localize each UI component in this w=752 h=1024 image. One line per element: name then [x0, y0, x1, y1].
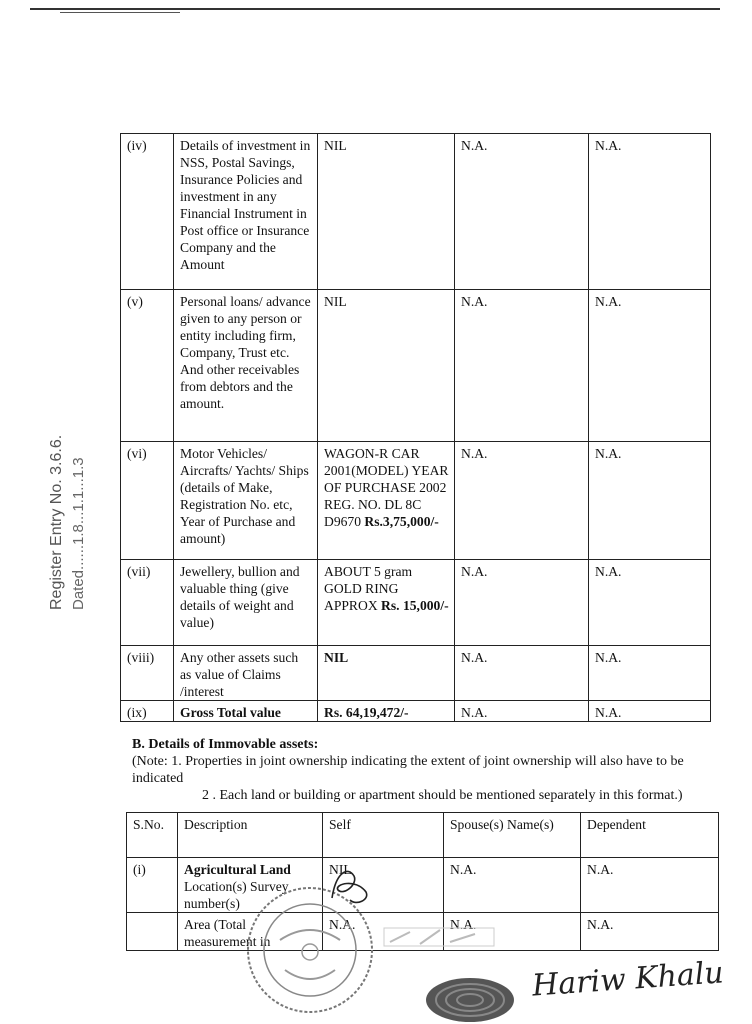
dependent-value: N.A.	[589, 560, 711, 646]
asset-description: Agricultural Land Location(s) Survey number(s)	[178, 858, 323, 913]
header-spouse: Spouse(s) Name(s)	[444, 813, 581, 858]
row-number: (v)	[121, 290, 174, 442]
asset-description: Gross Total value	[174, 701, 318, 722]
dependent-value: N.A.	[581, 858, 719, 913]
self-value: NIL	[323, 858, 444, 913]
asset-description: Motor Vehicles/ Aircrafts/ Yachts/ Ships (details of Make, Registration No. etc, Year of Purchase and amount)	[174, 442, 318, 560]
dependent-value: N.A.	[589, 134, 711, 290]
dependent-value: N.A.	[589, 442, 711, 560]
top-border-line	[30, 8, 720, 10]
signature: Hariw Khalu	[531, 955, 725, 1004]
asset-description: Jewellery, bullion and valuable thing (give details of weight and value)	[174, 560, 318, 646]
row-number: (viii)	[121, 646, 174, 701]
date-stamp-icon	[380, 922, 500, 952]
row-number	[127, 913, 178, 951]
initials-squiggle-icon	[326, 862, 376, 910]
asset-description: Area (Total measurement in	[178, 913, 323, 951]
self-value: WAGON-R CAR 2001(MODEL) YEAR OF PURCHASE 2002 REG. NO. DL 8C D9670 Rs.3,75,000/-	[318, 442, 455, 560]
dependent-value: N.A.	[589, 646, 711, 701]
dependent-value: N.A.	[589, 290, 711, 442]
header-description: Description	[178, 813, 323, 858]
spouse-value: N.A.	[444, 913, 581, 951]
self-value: NIL	[318, 134, 455, 290]
header-self: Self	[323, 813, 444, 858]
table-row	[121, 646, 711, 701]
dependent-value: N.A.	[589, 701, 711, 722]
spouse-value: N.A.	[455, 442, 589, 560]
row-number: (vi)	[121, 442, 174, 560]
table-header-row	[127, 813, 719, 858]
table-row	[121, 134, 711, 290]
self-value: NIL	[318, 290, 455, 442]
spouse-value: N.A.	[455, 646, 589, 701]
spouse-value: N.A.	[444, 858, 581, 913]
row-number: (i)	[127, 858, 178, 913]
immovable-assets-section	[132, 736, 712, 804]
self-value: N.A.	[323, 913, 444, 951]
table-row	[127, 858, 719, 913]
section-note-2: 2 . Each land or building or apartment should be mentioned separately in this format.)	[202, 788, 683, 803]
asset-description: Personal loans/ advance given to any person or entity including firm, Company, Trust etc. And other receivables from debtors and the amount.	[174, 290, 318, 442]
self-value: Rs. 64,19,472/-	[318, 701, 455, 722]
spouse-value: N.A.	[455, 290, 589, 442]
section-note-1: (Note: 1. Properties in joint ownership indicating the extent of joint ownership will also have to be indicated	[132, 754, 684, 786]
asset-description: Any other assets such as value of Claims /interest	[174, 646, 318, 701]
table-row	[121, 442, 711, 560]
movable-assets-table	[120, 133, 711, 722]
row-number: (vii)	[121, 560, 174, 646]
spouse-value: N.A.	[455, 560, 589, 646]
top-border-mark	[60, 12, 180, 13]
thumbprint-icon	[420, 970, 520, 1024]
asset-description: Details of investment in NSS, Postal Savings, Insurance Policies and investment in any Financial Instrument in Post office or Insurance Company and the Amount	[174, 134, 318, 290]
section-title: B. Details of Immovable assets:	[132, 737, 319, 752]
register-dated-stamp: Dated......1.8...1.1...1.3	[70, 457, 87, 610]
header-dependent: Dependent	[581, 813, 719, 858]
spouse-value: N.A.	[455, 134, 589, 290]
row-number: (ix)	[121, 701, 174, 722]
table-row	[121, 290, 711, 442]
row-number: (iv)	[121, 134, 174, 290]
table-row	[121, 701, 711, 722]
self-value: NIL	[318, 646, 455, 701]
table-row	[121, 560, 711, 646]
register-entry-stamp: Register Entry No. 3.6.6.	[48, 434, 65, 610]
header-sno: S.No.	[127, 813, 178, 858]
spouse-value: N.A.	[455, 701, 589, 722]
self-value: ABOUT 5 gram GOLD RING APPROX Rs. 15,000/-	[318, 560, 455, 646]
dependent-value: N.A.	[581, 913, 719, 951]
